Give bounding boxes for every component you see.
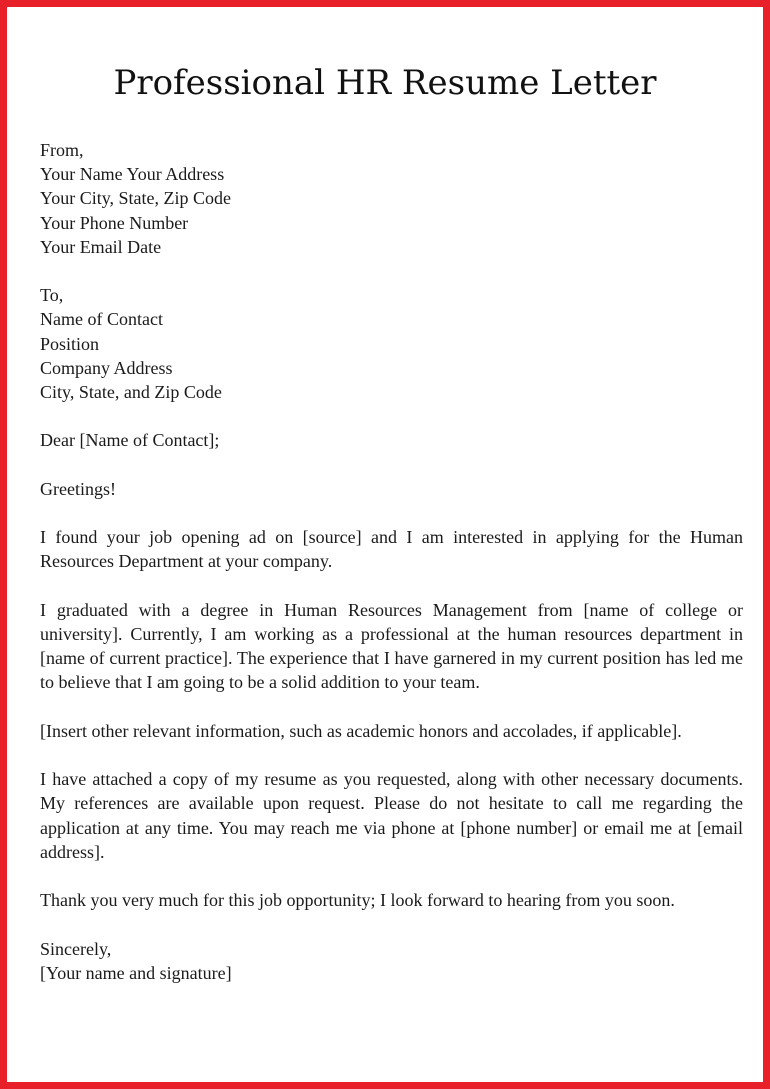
paragraph-attachments-contact: I have attached a copy of my resume as you requested, along with other necessary documents. My references are available upon request. Please do not hesitate to call me regarding the application at any time. You may reach me via phone at [phone number] or email me at [email address]. <box>40 769 743 862</box>
recipient-position: Position <box>40 333 100 354</box>
sender-phone: Your Phone Number <box>40 212 189 233</box>
paragraph-job-opening: I found your job opening ad on [source] and I am interested in applying for the Human Resources Department at your company. <box>40 527 743 572</box>
sign-off: Sincerely, <box>40 938 112 959</box>
closing-block <box>40 937 743 985</box>
signature-placeholder: [Your name and signature] <box>40 962 232 983</box>
paragraph-education-experience: I graduated with a degree in Human Resources Management from [name of college or university]. Currently, I am working as a professional at the human resources department in [name of current practice]. The experience that I have garnered in my current position has led me to believe that I am going to be a solid addition to your team. <box>40 599 743 693</box>
greeting: Greetings! <box>40 478 116 499</box>
recipient-city-state-zip: City, State, and Zip Code <box>40 382 222 403</box>
sender-name-address: Your Name Your Address <box>40 164 225 185</box>
letter-body <box>40 138 743 1009</box>
salutation: Dear [Name of Contact]; <box>40 430 220 451</box>
sender-city-state-zip: Your City, State, Zip Code <box>40 188 232 209</box>
sender-email-date: Your Email Date <box>40 236 162 257</box>
paragraph-other-information: [Insert other relevant information, such as academic honors and accolades, if applicable]. <box>40 720 682 741</box>
letter-title: Professional HR Resume Letter <box>113 63 657 103</box>
recipient-contact-name: Name of Contact <box>40 309 163 330</box>
to-heading: To, <box>40 285 64 306</box>
sender-address-block <box>40 138 743 259</box>
recipient-address-block <box>40 283 743 404</box>
from-heading: From, <box>40 140 84 160</box>
recipient-company-address: Company Address <box>40 357 173 378</box>
paragraph-thank-you: Thank you very much for this job opportunity; I look forward to hearing from you soon. <box>40 890 675 911</box>
